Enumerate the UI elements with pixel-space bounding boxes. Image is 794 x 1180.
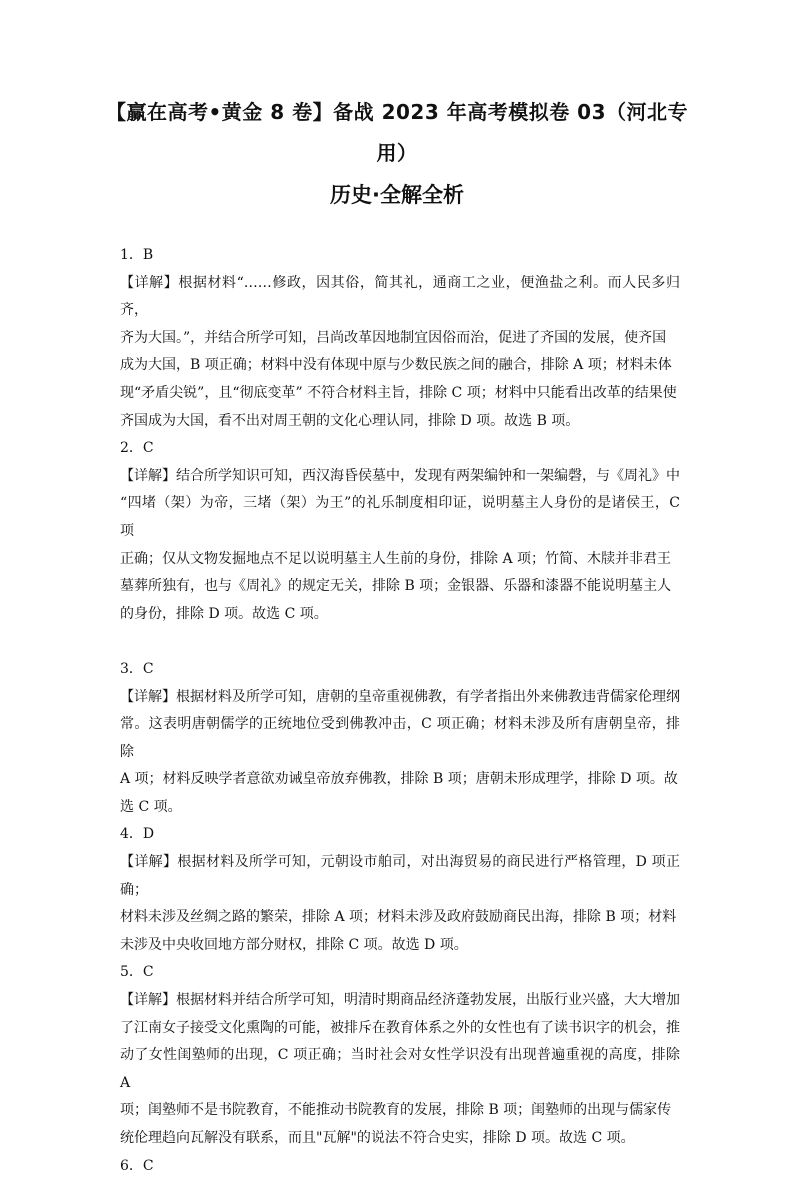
- question-number: 4．D: [120, 826, 155, 843]
- explanation-line: 【详解】根据材料“……修政，因其俗，简其礼，通商工之业，便渔盐之利。而人民多归齐，: [120, 274, 680, 319]
- explanation-line: 齐为大国。”，并结合所学可知，吕尚改革因地制宜因俗而治，促进了齐国的发展，使齐国: [120, 329, 667, 346]
- explanation-line: 正确；仅从文物发掘地点不足以说明墓主人生前的身份，排除 A 项；竹简、木牍并非君王: [120, 550, 672, 567]
- explanation-line: 统伦理趋向瓦解没有联系，而且"瓦解"的说法不符合史实，排除 D 项。故选 C 项。: [120, 1130, 635, 1146]
- explanation-line: 【详解】根据材料及所学可知，唐朝的皇帝重视佛教，有学者指出外来佛教违背儒家伦理纲: [120, 688, 680, 705]
- question-block-4: [120, 821, 680, 959]
- question-number: 5．C: [120, 964, 154, 981]
- question-number: 2．C: [120, 440, 154, 457]
- question-block-5: [120, 959, 680, 1152]
- explanation-line: 齐国成为大国，看不出对周王朝的文化心理认同，排除 D 项。故选 B 项。: [120, 412, 580, 429]
- blank-line: [120, 628, 680, 656]
- explanation-line: 墓葬所独有，也与《周礼》的规定无关，排除 B 项；金银器、乐器和漆器不能说明墓主人: [120, 578, 672, 595]
- explanation-line: 【详解】根据材料及所学可知，元朝设市舶司，对出海贸易的商民进行严格管理，D 项正确；: [120, 854, 680, 898]
- explanation-line: 现“矛盾尖锐”，且“彻底变革” 不符合材料主旨，排除 C 项；材料中只能看出改革的结果使: [120, 384, 677, 401]
- explanation-line: 【详解】根据材料并结合所学可知，明清时期商品经济蓬勃发展，出版行业兴盛，大大增加: [120, 992, 680, 1009]
- document-subtitle: 历史·全解全析: [330, 183, 464, 207]
- question-block-1: [120, 242, 680, 435]
- explanation-line: 成为大国，B 项正确；材料中没有体现中原与少数民族之间的融合，排除 A 项；材料未体: [120, 357, 672, 374]
- question-number: 3．C: [120, 660, 154, 677]
- explanation-line: 动了女性闺塾师的出现，C 项正确；当时社会对女性学识没有出现普遍重视的高度，排除 A: [120, 1047, 680, 1091]
- answer-content: [120, 242, 680, 1180]
- explanation-line: A 项；材料反映学者意欲劝诫皇帝放弃佛教，排除 B 项；唐朝未形成理学，排除 D 项。故: [120, 771, 678, 788]
- document-title-line2: 用）: [376, 141, 418, 165]
- explanation-line: 【详解】结合所学知识可知，西汉海昏侯墓中，发现有两架编钟和一架编磬，与《周礼》中: [120, 467, 680, 484]
- explanation-line: 了江南女子接受文化熏陶的可能，被排斥在教育体系之外的女性也有了读书识字的机会，推: [120, 1019, 680, 1036]
- explanation-line: 材料未涉及丝绸之路的繁荣，排除 A 项；材料未涉及政府鼓励商民出海，排除 B 项；材料: [120, 909, 677, 926]
- explanation-line: 的身份，排除 D 项。故选 C 项。: [120, 605, 328, 622]
- question-block-2: [120, 435, 680, 628]
- question-block-3: [120, 656, 680, 822]
- explanation-line: 选 C 项。: [120, 798, 182, 815]
- question-number: 6．C: [120, 1157, 154, 1174]
- explanation-line: 常。这表明唐朝儒学的正统地位受到佛教冲击，C 项正确；材料未涉及所有唐朝皇帝，排除: [120, 716, 680, 760]
- document-title-line1: 【赢在高考•黄金 8 卷】备战 2023 年高考模拟卷 03（河北专: [105, 100, 688, 124]
- question-block-6: [120, 1153, 680, 1180]
- explanation-line: “四堵（架）为帝，三堵（架）为王”的礼乐制度相印证，说明墓主人身份的是诸侯王，C 项: [120, 495, 680, 539]
- question-number: 1．B: [120, 247, 154, 263]
- explanation-line: 项；闺塾师不是书院教育，不能推动书院教育的发展，排除 B 项；闺塾师的出现与儒家传: [120, 1102, 672, 1119]
- explanation-line: 未涉及中央收回地方部分财权，排除 C 项。故选 D 项。: [120, 936, 468, 953]
